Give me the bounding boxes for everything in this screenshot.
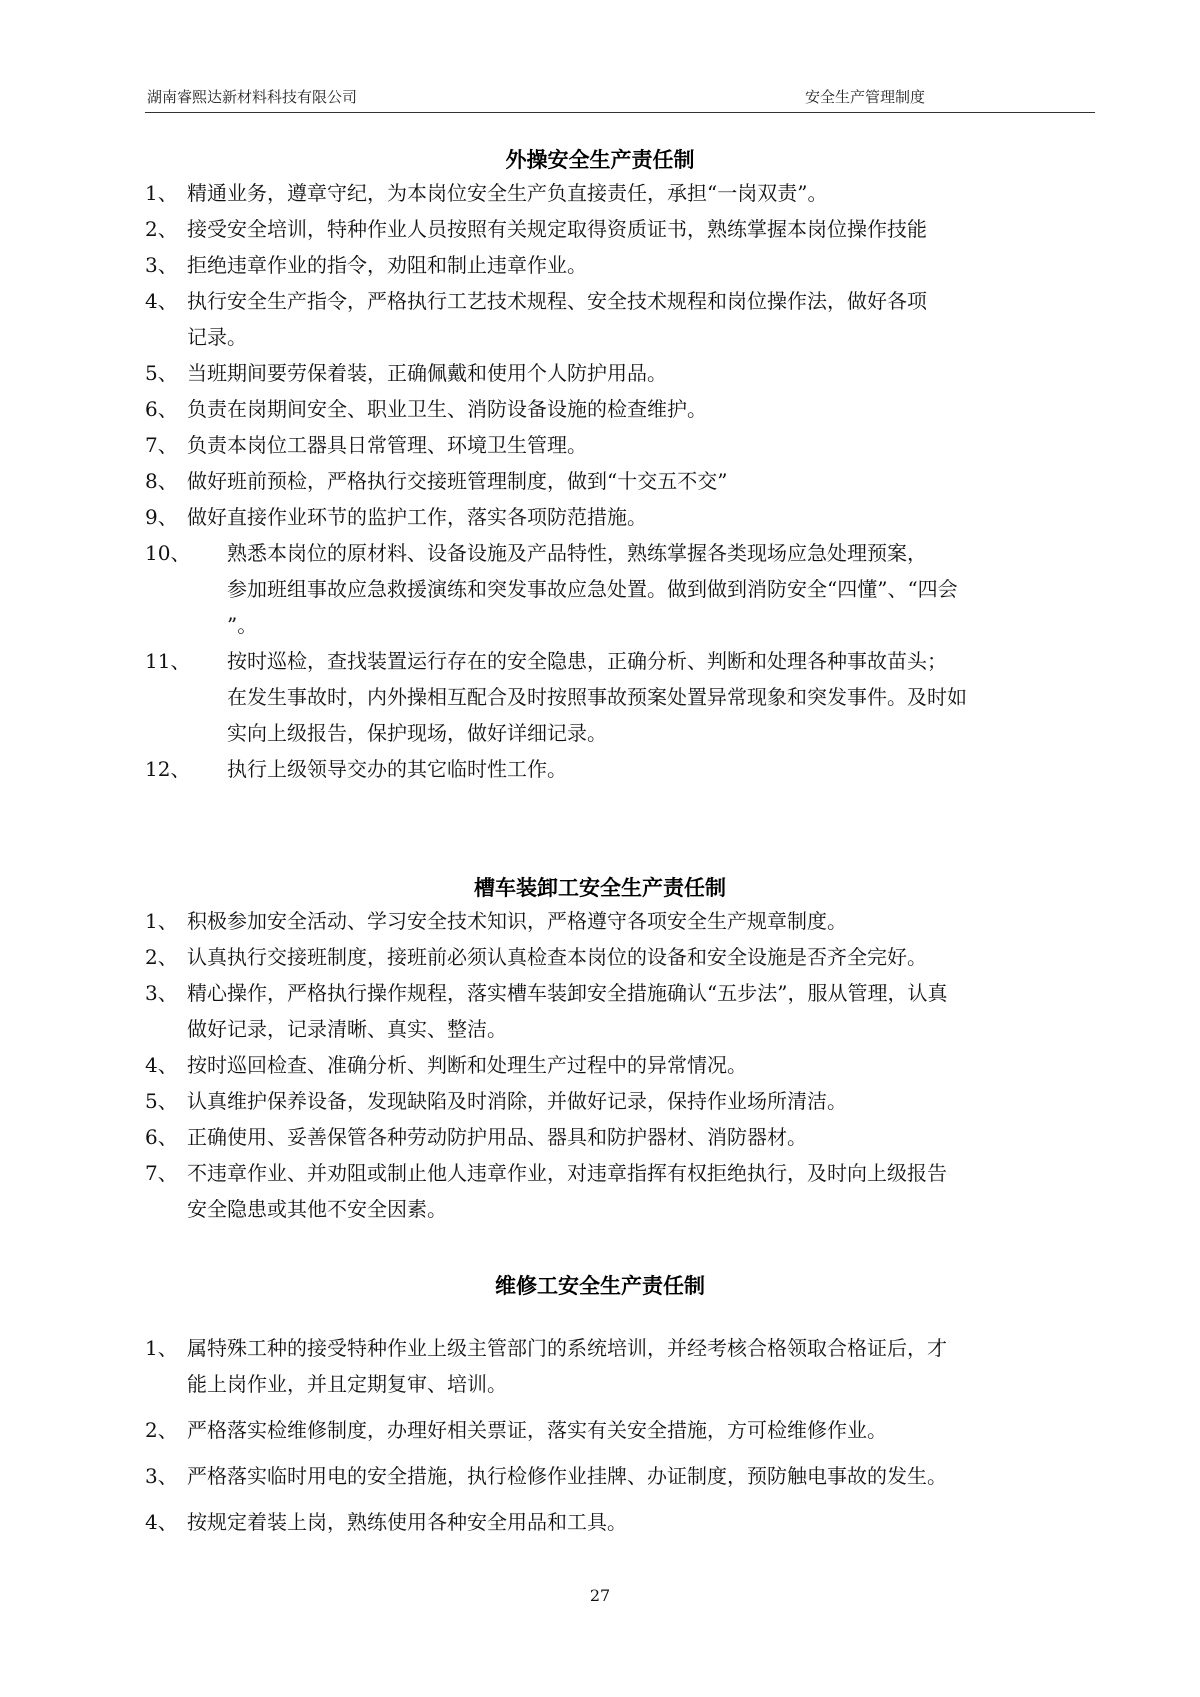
list-item	[145, 283, 1100, 355]
item-text: 积极参加安全活动、学习安全技术知识，严格遵守各项安全生产规章制度。	[187, 909, 847, 933]
item-number: 2、	[145, 217, 178, 241]
item-text: 属特殊工种的接受特种作业上级主管部门的系统培训，并经考核合格领取合格证后，才	[187, 1336, 947, 1360]
list-item	[145, 355, 1100, 391]
item-number: 8、	[145, 469, 178, 493]
page-number: 27	[589, 1586, 611, 1605]
item-text: 不违章作业、并劝阻或制止他人违章作业，对违章指挥有权拒绝执行，及时向上级报告	[187, 1161, 947, 1185]
item-text-continuation: 安全隐患或其他不安全因素。	[187, 1197, 447, 1221]
item-number: 4、	[145, 289, 178, 313]
item-number: 3、	[145, 253, 178, 277]
item-text: 执行上级领导交办的其它临时性工作。	[227, 757, 567, 781]
item-text: 拒绝违章作业的指令，劝阻和制止违章作业。	[187, 253, 587, 277]
item-number: 1、	[145, 1336, 178, 1360]
item-text-continuation: 实向上级报告，保护现场，做好详细记录。	[227, 721, 607, 745]
list-item	[145, 1047, 1100, 1083]
list-item	[145, 975, 1100, 1047]
item-text: 当班期间要劳保着装，正确佩戴和使用个人防护用品。	[187, 361, 667, 385]
list-item	[145, 427, 1100, 463]
list-item	[145, 175, 1100, 211]
list-item	[145, 463, 1100, 499]
item-number: 1、	[145, 909, 178, 933]
list-item	[145, 391, 1100, 427]
list-item	[145, 535, 1100, 643]
item-text: 熟悉本岗位的原材料、设备设施及产品特性，熟练掌握各类现场应急处理预案，	[227, 541, 927, 565]
list-item	[145, 643, 1100, 751]
item-number: 11、	[145, 649, 191, 673]
item-text-continuation: 在发生事故时，内外操相互配合及时按照事故预案处置异常现象和突发事件。及时如	[227, 685, 967, 709]
item-text-continuation: ”。	[227, 613, 258, 637]
section-title-maintenance: 维修工安全生产责任制	[495, 1274, 705, 1298]
item-number: 9、	[145, 505, 178, 529]
section-list-tanker-loader	[145, 903, 1100, 1227]
item-text: 严格落实临时用电的安全措施，执行检修作业挂牌、办证制度，预防触电事故的发生。	[187, 1464, 947, 1488]
item-number: 4、	[145, 1510, 178, 1534]
item-text-continuation: 记录。	[187, 325, 247, 349]
item-text: 接受安全培训，特种作业人员按照有关规定取得资质证书，熟练掌握本岗位操作技能	[187, 217, 927, 241]
list-item	[145, 247, 1100, 283]
list-item	[145, 1458, 1100, 1494]
document-name: 安全生产管理制度	[805, 88, 926, 106]
item-text: 精通业务，遵章守纪，为本岗位安全生产负直接责任，承担“一岗双责”。	[187, 181, 828, 205]
item-text: 做好班前预检，严格执行交接班管理制度，做到“十交五不交”	[187, 469, 728, 493]
item-text: 按规定着装上岗，熟练使用各种安全用品和工具。	[187, 1510, 627, 1534]
item-number: 10、	[145, 541, 191, 565]
item-text: 做好直接作业环节的监护工作，落实各项防范措施。	[187, 505, 647, 529]
item-text: 执行安全生产指令，严格执行工艺技术规程、安全技术规程和岗位操作法，做好各项	[187, 289, 927, 313]
item-number: 7、	[145, 1161, 178, 1185]
item-number: 5、	[145, 1089, 178, 1113]
list-item	[145, 499, 1100, 535]
item-number: 3、	[145, 981, 178, 1005]
item-number: 12、	[145, 757, 191, 781]
item-text-continuation: 能上岗作业，并且定期复审、培训。	[187, 1372, 507, 1396]
section-list-outside-operator	[145, 175, 1100, 787]
item-number: 2、	[145, 1418, 178, 1442]
list-item	[145, 1330, 1100, 1402]
section-title-outside-operator: 外操安全生产责任制	[505, 148, 695, 172]
item-number: 6、	[145, 1125, 178, 1149]
list-item	[145, 939, 1100, 975]
item-text: 正确使用、妥善保管各种劳动防护用品、器具和防护器材、消防器材。	[187, 1125, 807, 1149]
page-header	[145, 86, 1095, 113]
section-list-maintenance	[145, 1330, 1100, 1550]
item-number: 5、	[145, 361, 178, 385]
item-number: 6、	[145, 397, 178, 421]
list-item	[145, 1155, 1100, 1227]
item-text: 按时巡检，查找装置运行存在的安全隐患，正确分析、判断和处理各种事故苗头；	[227, 649, 947, 673]
list-item	[145, 1083, 1100, 1119]
list-item	[145, 211, 1100, 247]
item-number: 1、	[145, 181, 178, 205]
list-item	[145, 751, 1100, 787]
item-text: 认真执行交接班制度，接班前必须认真检查本岗位的设备和安全设施是否齐全完好。	[187, 945, 927, 969]
item-text: 负责本岗位工器具日常管理、环境卫生管理。	[187, 433, 587, 457]
item-text-continuation: 做好记录，记录清晰、真实、整洁。	[187, 1017, 507, 1041]
list-item	[145, 1412, 1100, 1448]
item-number: 2、	[145, 945, 178, 969]
section-title-tanker-loader: 槽车装卸工安全生产责任制	[474, 876, 726, 900]
item-text: 精心操作，严格执行操作规程，落实槽车装卸安全措施确认“五步法”，服从管理，认真	[187, 981, 948, 1005]
item-text: 按时巡回检查、准确分析、判断和处理生产过程中的异常情况。	[187, 1053, 747, 1077]
item-number: 4、	[145, 1053, 178, 1077]
item-text: 严格落实检维修制度，办理好相关票证，落实有关安全措施，方可检维修作业。	[187, 1418, 887, 1442]
item-text: 认真维护保养设备，发现缺陷及时消除，并做好记录，保持作业场所清洁。	[187, 1089, 847, 1113]
item-text-continuation: 参加班组事故应急救援演练和突发事故应急处置。做到做到消防安全“四懂”、“四会	[227, 577, 958, 601]
company-name: 湖南睿熙达新材料科技有限公司	[147, 88, 358, 106]
list-item	[145, 1119, 1100, 1155]
list-item	[145, 1504, 1100, 1540]
item-number: 3、	[145, 1464, 178, 1488]
item-number: 7、	[145, 433, 178, 457]
list-item	[145, 903, 1100, 939]
item-text: 负责在岗期间安全、职业卫生、消防设备设施的检查维护。	[187, 397, 707, 421]
